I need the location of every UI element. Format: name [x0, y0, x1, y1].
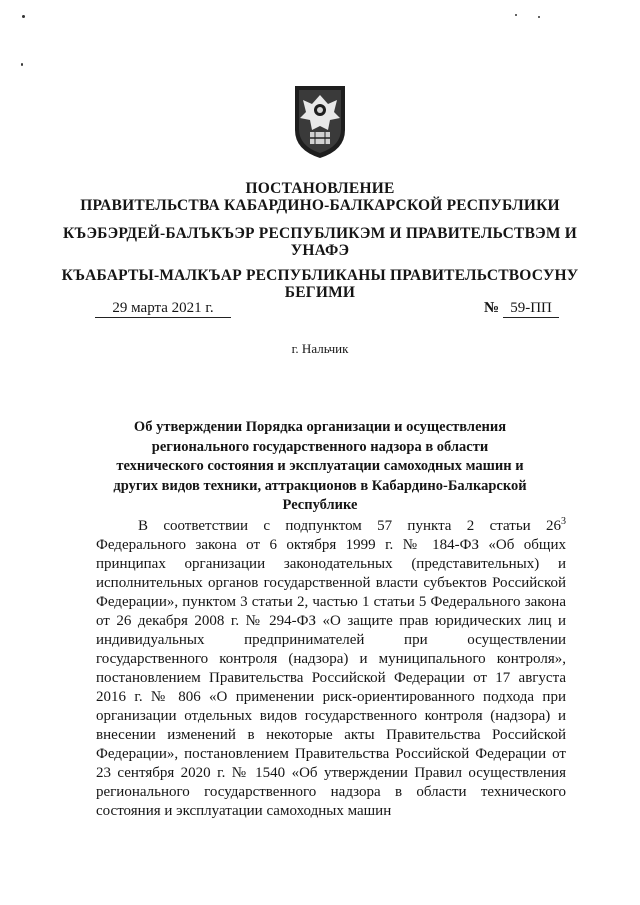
- body-text: Федерального закона от 6 октября 1999 г. № 184-ФЗ «Об общих принципах организации законодательных (представительных) и исполнительных органов государственной власти субъектов Российской Федерации», пунктом 3 статьи 2, частью 1 статьи 5 Федерального закона от 26 декабря 2008 г. № 294-ФЗ «О защите прав юридических лиц и индивидуальных предпринимателей при осуществлении государственного контроля (надзора) и муниципального контроля», постановлением Правительства Российской Федерации от 17 августа 2016 г. № 806 «О применении риск-ориентированного подхода при организации отдельных видов государственного контроля (надзора) и внесении изменений в некоторые акты Правительства Российской Федерации», постановлением Правительства Российской Федерации от 23 сентября 2020 г. № 1540 «Об утверждении Правил осуществления регионального государственного надзора в области технического состояния и эксплуатации самоходных машин: [96, 537, 566, 819]
- decree-number: [484, 299, 559, 318]
- body-paragraph: [96, 517, 566, 821]
- number-value: 59-ПП: [503, 299, 559, 318]
- coat-of-arms-emblem: [291, 82, 349, 160]
- document-title: Об утверждении Порядка организации и осуществления регионального государственного надзора в области технического состояния и эксплуатации самоходных машин и других видов техники, аттракционов в Кабардино-Балкарской Республике: [113, 419, 527, 514]
- scan-speck: [515, 14, 517, 16]
- scan-speck: [22, 15, 25, 18]
- header-government-kab-2: УНАФЭ: [290, 242, 350, 259]
- body-lead: В соответствии с подпунктом 57 пункта 2 статьи 26: [138, 518, 561, 534]
- number-label: №: [484, 300, 500, 316]
- decree-date: 29 марта 2021 г.: [95, 299, 231, 318]
- city: г. Нальчик: [291, 341, 349, 356]
- header-government-ru: ПРАВИТЕЛЬСТВА КАБАРДИНО-БАЛКАРСКОЙ РЕСПУБЛИКИ: [80, 197, 560, 214]
- header-title: ПОСТАНОВЛЕНИЕ: [245, 180, 395, 197]
- body-superscript: 3: [561, 516, 566, 527]
- header-government-bal: КЪАБАРТЫ-МАЛКЪАР РЕСПУБЛИКАНЫ ПРАВИТЕЛЬСТВОСУНУ: [61, 267, 579, 284]
- scan-speck: [21, 63, 23, 66]
- header-government-kab: КЪЭБЭРДЕЙ-БАЛЪКЪЭР РЕСПУБЛИКЭМ И ПРАВИТЕЛЬСТВЭМ И: [62, 225, 578, 242]
- scan-speck: [538, 16, 540, 18]
- header-government-bal-2: БЕГИМИ: [284, 284, 356, 301]
